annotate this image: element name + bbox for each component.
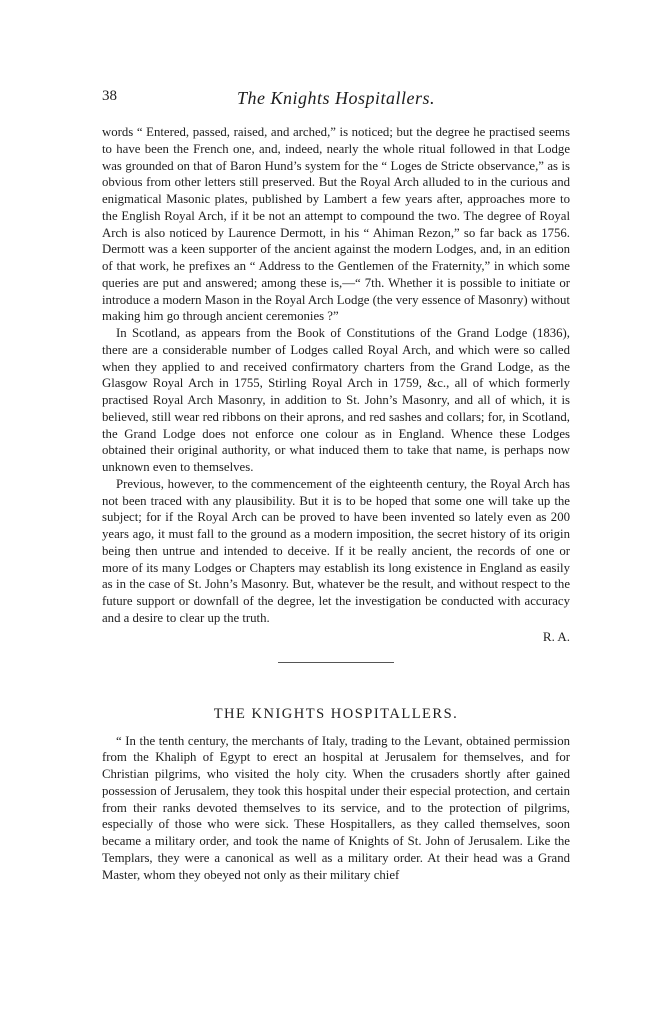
page-number: 38 xyxy=(102,88,117,104)
article-knights-hospitallers xyxy=(102,733,570,884)
page-header xyxy=(102,88,570,112)
book-page xyxy=(102,88,570,883)
paragraph: words “ Entered, passed, raised, and arched,” is noticed; but the degree he practised seems to have been the French one, and, indeed, nearly the whole ritual followed in that Lodge was grounded on that of Baron Hund’s system for the “ Loges de Stricte observance,” as is obvious from other letters still preserved. But the Royal Arch alluded to in the curious and enigmatical Masonic plates, published by Lambert a few years after, approaches more to the English Royal Arch, if it be not an attempt to compound the two. The degree of Royal Arch is also noticed by Laurence Dermott, in his “ Ahiman Rezon,” so far back as 1756. Dermott was a keen supporter of the ancient against the modern Lodges, and, in an edition of that work, he prefixes an “ Address to the Gentlemen of the Fraternity,” in which some queries are put and answered; among these is,—“ 7th. Whether it is possible to initiate or introduce a modern Mason in the Royal Arch Lodge (the very essence of Masonry) without making him go through ancient ceremonies ?” xyxy=(102,125,570,324)
section-divider xyxy=(278,662,394,663)
paragraph: In Scotland, as appears from the Book of Constitutions of the Grand Lodge (1836), there are a considerable number of Lodges called Royal Arch, and which were so called when they applied to and received confirmatory charters from the Grand Lodge, as the Glasgow Royal Arch in 1755, Stirling Royal Arch in 1759, &c., all of which formerly practised Royal Arch Masonry, in addition to St. John’s Masonry, and all of which, it is believed, still wear red ribbons on their aprons, and red sashes and collars; for, in Scotland, the Grand Lodge does not enforce one colour as in England. Whence these Lodges obtained their original authority, or what induced them to take that name, is perhaps now unknown even to themselves. xyxy=(102,326,570,474)
paragraph: Previous, however, to the commencement of the eighteenth century, the Royal Arch has not been traced with any plausibility. But it is to be hoped that some one will take up the subject; for if the Royal Arch can be proved to have been invented so lately even as 200 years ago, it must fall to the ground as a modern imposition, the secret history of its origin being then untrue and intended to deceive. If it be really ancient, the records of one or more of its many Lodges or Chapters may establish its long existence in England as easily as in the case of St. John’s Masonry. But, whatever be the result, and without respect to the future support or downfall of the degree, let the investigation be conducted with accuracy and a desire to clear up the truth. xyxy=(102,476,570,625)
paragraph: “ In the tenth century, the merchants of Italy, trading to the Levant, obtained permission from the Khaliph of Egypt to erect an hospital at Jerusalem for themselves, and for Christian pilgrims, who visited the holy city. When the crusaders shortly after gained possession of Jerusalem, they took this hospital under their especial protection, and certain from their ranks devoted themselves to its service, and to the protection of pilgrims, especially of those who were sick. These Hospitallers, as they called themselves, soon became a military order, and took the name of Knights of St. John of Jerusalem. Like the Templars, they were a canonical as well as a military order. At their head was a Grand Master, whom they obeyed not only as their military chief xyxy=(102,733,570,882)
author-signature: R. A. xyxy=(542,628,570,644)
running-title: The Knights Hospitallers. xyxy=(236,88,436,108)
section-title: THE KNIGHTS HOSPITALLERS. xyxy=(213,705,459,722)
article-royal-arch xyxy=(102,124,570,645)
